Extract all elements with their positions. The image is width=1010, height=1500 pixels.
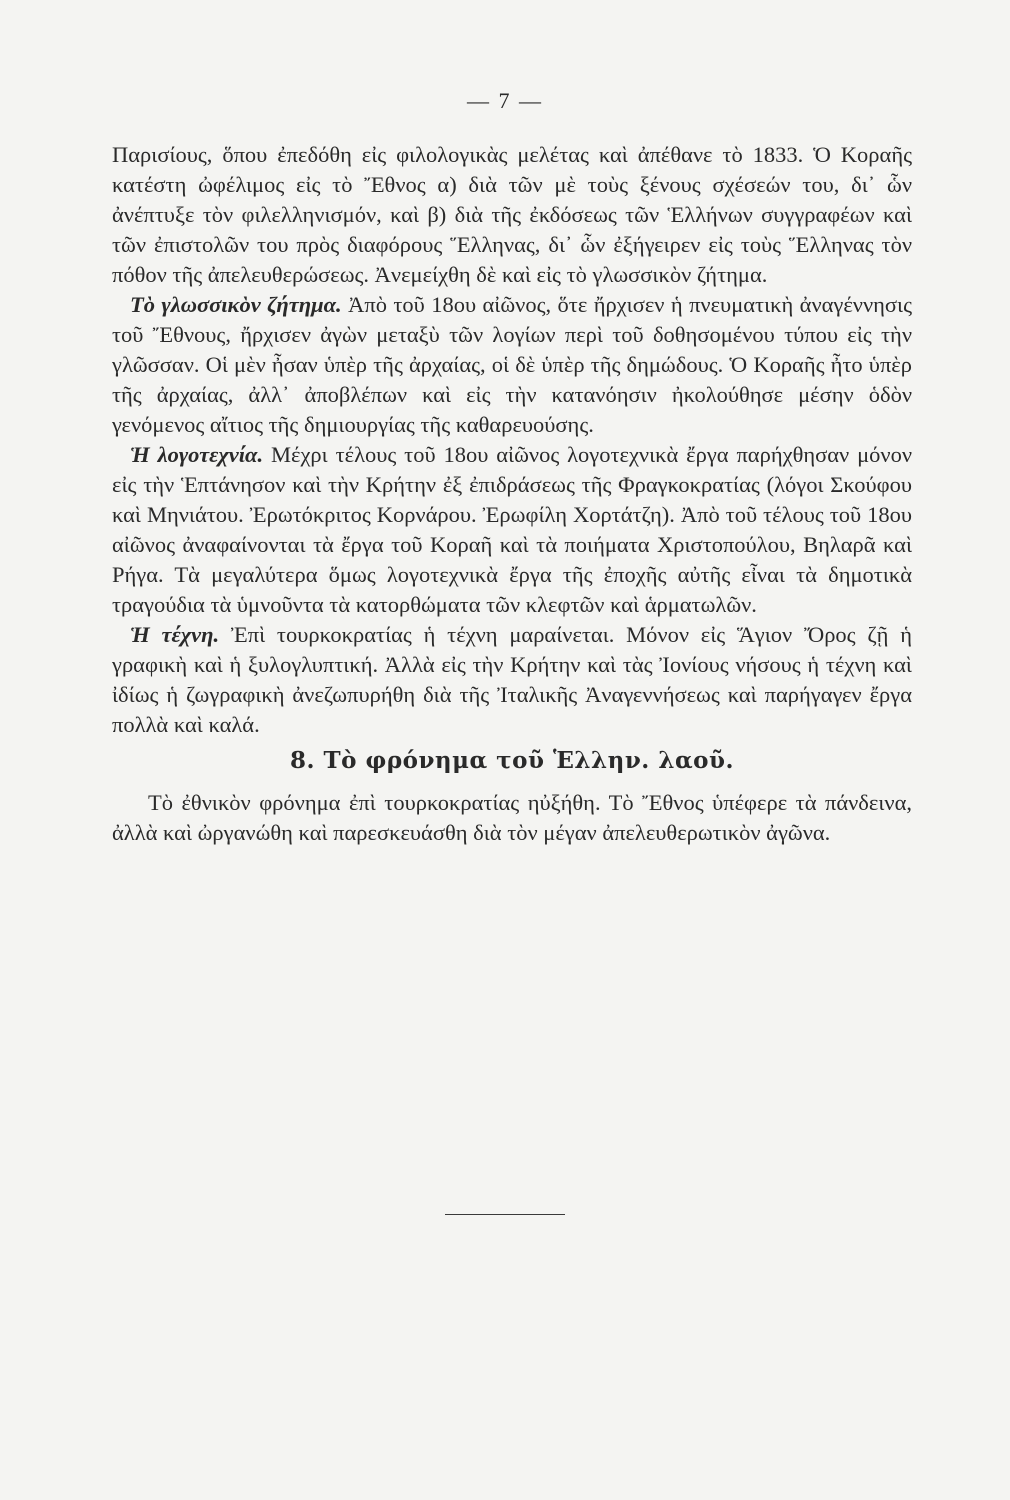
page-number: — 7 — [467, 88, 543, 113]
page-text [112, 140, 912, 848]
paragraph-text: Μέχρι τέλους τοῦ 18ου αἰῶνος λογοτεχνικὰ ἔργα παρήχθησαν μόνον εἰς τὴν Ἑπτάνησον καὶ τὴν Κρήτην ἐξ ἐπιδράσεως τῆς Φραγκοκρατίας (λόγοι Σκούφου καὶ Μηνιάτου. Ἐρωτόκριτος Κορνάρου. Ἐρωφίλη Χορτάτζη). Ἀπὸ τοῦ τέλους τοῦ 18ου αἰῶνος ἀναφαίνονται τὰ ἔργα τοῦ Κοραῆ καὶ τὰ ποιήματα Χριστοπούλου, Βηλαρᾶ καὶ Ρήγα. Τὰ μεγαλύτερα ὅμως λογοτεχνικὰ ἔργα τῆς ἐποχῆς αὐτῆς εἶναι τὰ δημοτικὰ τραγούδια τὰ ὑμνοῦντα τὰ κατορθώματα τῶν κλεφτῶν καὶ ἁρματωλῶν. [112, 442, 913, 617]
paragraph-text: Παρισίους, ὅπου ἐπεδόθη εἰς φιλολογικὰς μελέτας καὶ ἀπέθανε τὸ 1833. Ὁ Κοραῆς κατέστη ὠφέλιμος εἰς τὸ Ἔθνος α) διὰ τῶν μὲ τοὺς ξένους σχέσεών του, δι᾽ ὧν ἀνέπτυξε τὸν φιλελληνισμόν, καὶ β) διὰ τῆς ἐκδόσεως τῶν Ἑλλήνων συγγραφέων καὶ τῶν ἐπιστολῶν του πρὸς διαφόρους Ἕλληνας, δι᾽ ὧν ἐξήγειρεν εἰς τοὺς Ἕλληνας τὸν πόθον τῆς ἀπελευθερώσεως. Ἀνεμείχθη δὲ καὶ εἰς τὸ γλωσσικὸν ζήτημα. [112, 142, 912, 287]
paragraph-text: Ἐπὶ τουρκοκρατίας ἡ τέχνη μαραίνεται. Μόνον εἰς Ἅγιον Ὄρος ζῇ ἡ γραφικὴ καὶ ἡ ξυλογλυπτική. Ἀλλὰ εἰς τὴν Κρήτην καὶ τὰς Ἰονίους νήσους ἡ τέχνη καὶ ἰδίως ἡ ζωγραφικὴ ἀνεζωπυρήθη διὰ τῆς Ἰταλικῆς Ἀναγεννήσεως καὶ παρήγαγεν ἔργα πολλὰ καὶ καλά. [112, 622, 912, 737]
section-heading: 8. Τὸ φρόνημα τοῦ Ἑλλην. λαοῦ. [290, 747, 734, 774]
paragraph-art [112, 620, 912, 740]
subheading-art: Ἡ τέχνη. [130, 622, 220, 647]
paragraph-text: Ἀπὸ τοῦ 18ου αἰῶνος, ὅτε ἤρχισεν ἡ πνευματικὴ ἀναγέννησις τοῦ Ἔθνους, ἤρχισεν ἀγὼν μεταξὺ τῶν λογίων περὶ τοῦ δοθησομένου τύπου εἰς τὴν γλῶσσαν. Οἱ μὲν ἦσαν ὑπὲρ τῆς ἀρχαίας, οἱ δὲ ὑπὲρ τῆς δημώδους. Ὁ Κοραῆς ἦτο ὑπὲρ τῆς ἀρχαίας, ἀλλ᾽ ἀποβλέπων καὶ εἰς τὴν κατανόησιν ἠκολούθησε μέσην ὁδὸν γενόμενος αἴτιος τῆς δημιουργίας τῆς καθαρευούσης. [112, 292, 913, 437]
subheading-language-question: Τὸ γλωσσικὸν ζήτημα. [130, 292, 342, 317]
paragraph-literature [112, 440, 912, 620]
separator-line [445, 1214, 565, 1215]
paragraph-korais [112, 140, 912, 290]
paragraph-language-question [112, 290, 912, 440]
paragraph-national-spirit: Τὸ ἐθνικὸν φρόνημα ἐπὶ τουρκοκρατίας ηὐξήθη. Τὸ Ἔθνος ὑπέφερε τὰ πάνδεινα, ἀλλὰ καὶ ὠργανώθη καὶ παρεσκευάσθη διὰ τὸν μέγαν ἀπελευθερωτικὸν ἀγῶνα. [112, 790, 912, 845]
subheading-literature: Ἡ λογοτεχνία. [130, 442, 264, 467]
